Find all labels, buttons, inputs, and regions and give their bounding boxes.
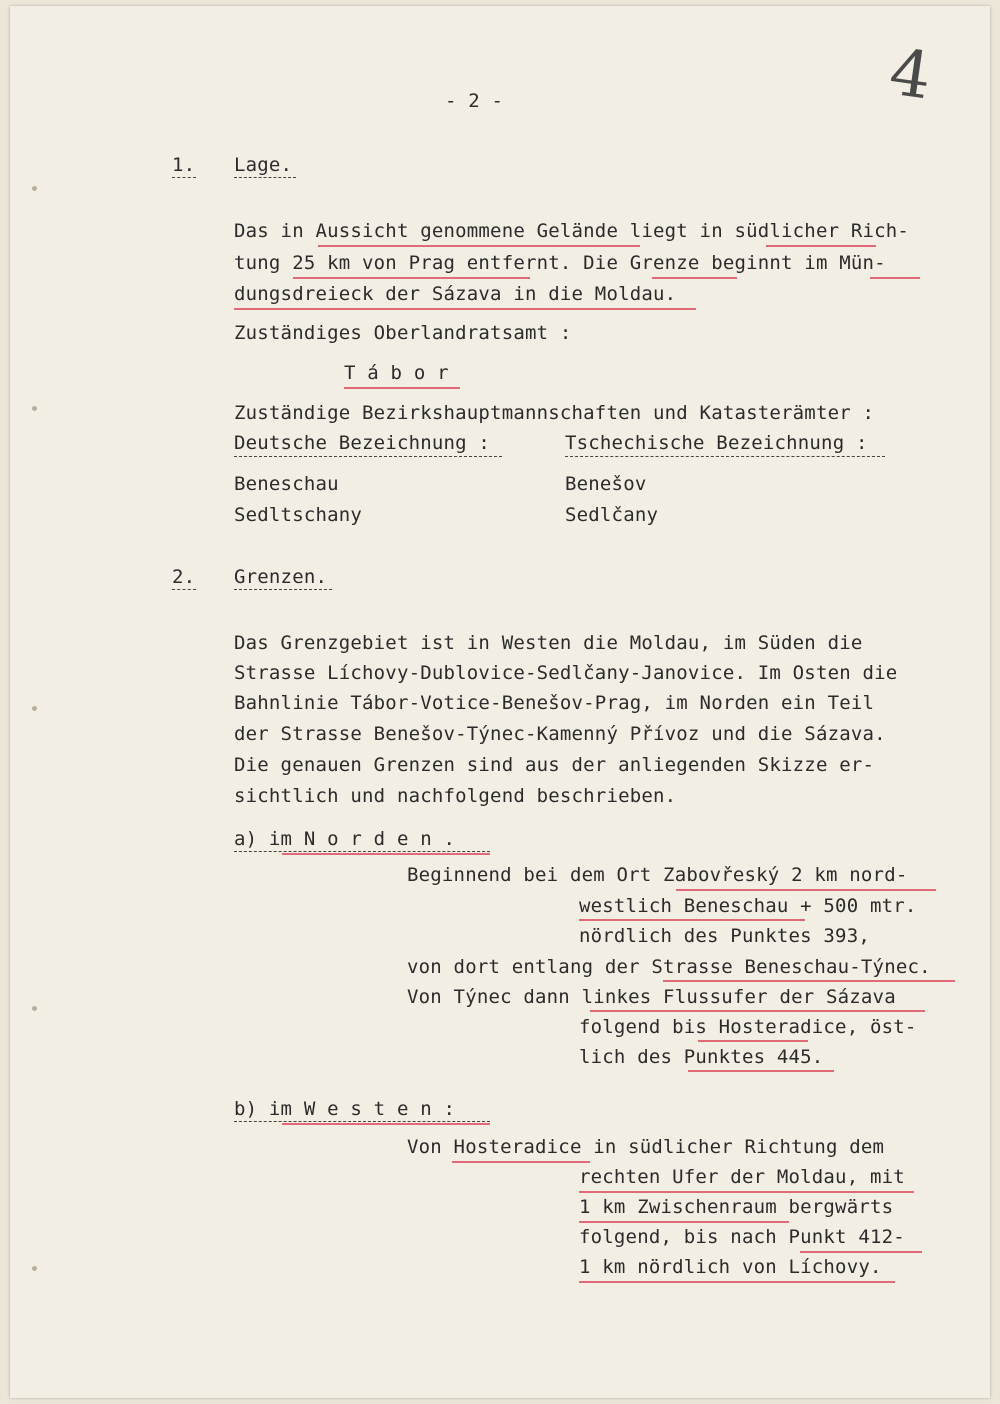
office-name: T á b o r: [344, 362, 449, 384]
col-de-header: Deutsche Bezeichnung :: [234, 432, 491, 454]
north-heading: a) im N o r d e n .: [234, 828, 456, 850]
red-underline: [234, 308, 696, 310]
red-underline: [800, 1251, 922, 1253]
red-underline: [590, 1010, 925, 1012]
districts-label: Zuständige Bezirkshauptmannschaften und Katasterämter :: [234, 402, 875, 424]
north-line-5: Von Týnec dann linkes Flussufer der Sázava: [407, 986, 896, 1008]
binding-hole: [32, 186, 37, 191]
binding-hole: [32, 1266, 37, 1271]
district-de: Beneschau: [234, 473, 339, 495]
red-underline: [282, 853, 490, 855]
red-underline: [676, 889, 936, 891]
section-1-number: 1.: [172, 154, 196, 176]
office-label: Zuständiges Oberlandratsamt :: [234, 322, 572, 344]
west-line-3: 1 km Zwischenraum bergwärts: [579, 1196, 894, 1218]
red-underline: [318, 245, 640, 247]
section-1-line-1: Das in Aussicht genommene Gelände liegt in südlicher Rich-: [234, 220, 910, 242]
section-2-line-6: sichtlich und nachfolgend beschrieben.: [234, 785, 677, 807]
page-number: - 2 -: [445, 90, 504, 112]
west-line-5: 1 km nördlich von Líchovy.: [579, 1256, 882, 1278]
underline: [234, 851, 490, 852]
red-underline: [766, 245, 876, 247]
red-underline: [293, 277, 530, 279]
col-cz-header: Tschechische Bezeichnung :: [565, 432, 868, 454]
underline: [172, 177, 196, 178]
section-1-line-3: dungsdreieck der Sázava in die Moldau.: [234, 283, 677, 305]
west-line-4: folgend, bis nach Punkt 412-: [579, 1226, 905, 1248]
underline: [234, 589, 332, 590]
red-underline: [688, 1070, 834, 1072]
section-2-number: 2.: [172, 566, 196, 588]
section-2-heading: Grenzen.: [234, 566, 328, 588]
west-line-1: Von Hosteradice in südlicher Richtung dem: [407, 1136, 885, 1158]
north-line-2: westlich Beneschau + 500 mtr.: [579, 895, 917, 917]
red-underline: [870, 277, 920, 279]
red-underline: [663, 980, 955, 982]
binding-hole: [32, 406, 37, 411]
underline: [234, 177, 296, 178]
north-line-3: nördlich des Punktes 393,: [579, 925, 870, 947]
red-underline: [579, 1221, 789, 1223]
underline: [234, 1121, 490, 1122]
red-underline: [579, 1191, 914, 1193]
west-line-2: rechten Ufer der Moldau, mit: [579, 1166, 905, 1188]
red-underline: [452, 1161, 590, 1163]
district-cz: Benešov: [565, 473, 647, 495]
red-underline: [579, 1281, 895, 1283]
handwritten-margin-mark: 4: [885, 35, 936, 115]
underline: [565, 456, 885, 457]
binding-hole: [32, 706, 37, 711]
section-2-line-4: der Strasse Benešov-Týnec-Kamenný Přívoz und die Sázava.: [234, 723, 886, 745]
section-2-line-3: Bahnlinie Tábor-Votice-Benešov-Prag, im Norden ein Teil: [234, 692, 875, 714]
north-line-6: folgend bis Hosteradice, öst-: [579, 1016, 917, 1038]
red-underline: [579, 919, 805, 921]
west-heading: b) im W e s t e n :: [234, 1098, 456, 1120]
underline: [172, 589, 196, 590]
section-2-line-1: Das Grenzgebiet ist in Westen die Moldau, im Süden die: [234, 632, 863, 654]
red-underline: [344, 387, 460, 389]
binding-hole: [32, 1006, 37, 1011]
red-underline: [282, 1123, 490, 1125]
section-2-line-2: Strasse Líchovy-Dublovice-Sedlčany-Janovice. Im Osten die: [234, 662, 898, 684]
north-line-1: Beginnend bei dem Ort Zabovřeský 2 km nord-: [407, 864, 908, 886]
section-1-heading: Lage.: [234, 154, 293, 176]
red-underline: [698, 1040, 808, 1042]
underline: [234, 456, 502, 457]
red-underline: [652, 277, 737, 279]
district-de: Sedltschany: [234, 504, 363, 526]
section-1-line-2: tung 25 km von Prag entfernt. Die Grenze beginnt im Mün-: [234, 252, 886, 274]
district-cz: Sedlčany: [565, 504, 659, 526]
section-2-line-5: Die genauen Grenzen sind aus der anliegenden Skizze er-: [234, 754, 875, 776]
north-line-4: von dort entlang der Strasse Beneschau-Týnec.: [407, 956, 931, 978]
north-line-7: lich des Punktes 445.: [579, 1046, 824, 1068]
